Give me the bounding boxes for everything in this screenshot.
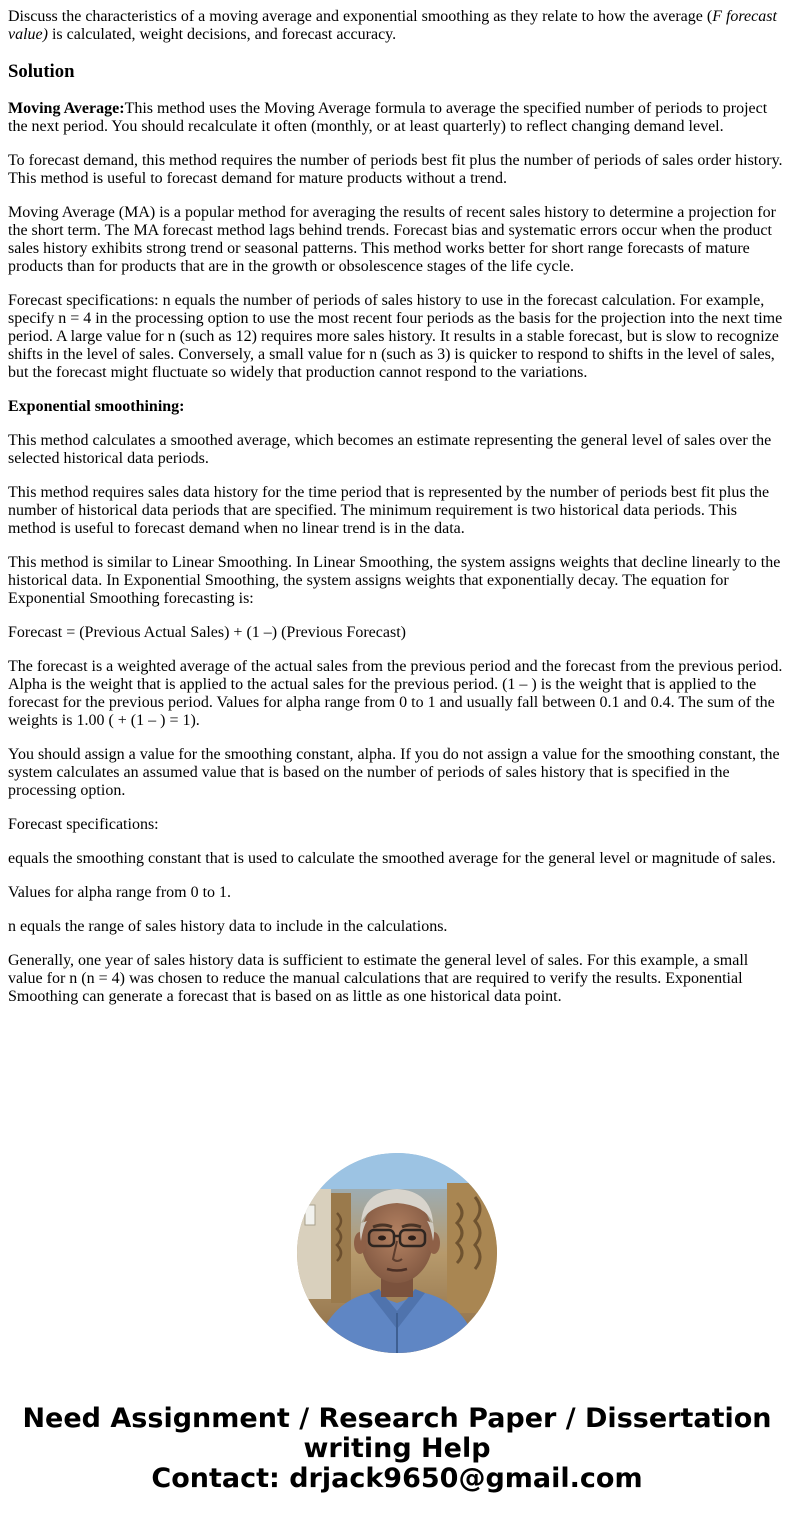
exponential-paragraph-4: The forecast is a weighted average of the actual sales from the previous period and the forecast from the previous period. Alpha is the weight that is applied to the actual sales for the previous period. (1 – ) is the weight that is applied to the forecast for the previous period. Values for alpha range from 0 to 1 and usually fall between 0.1 and 0.4. The sum of the weights is 1.00 ( + (1 – ) = 1). <box>8 658 783 729</box>
moving-average-intro-text: This method uses the Moving Average formula to average the specified number of periods to project the next period. You should recalculate it often (monthly, or at least quarterly) to reflect changing demand level. <box>8 100 768 135</box>
question-text <box>8 8 786 44</box>
question-text-end: is calculated, weight decisions, and forecast accuracy. <box>47 26 397 43</box>
exponential-paragraph-6: Forecast specifications: <box>8 816 159 833</box>
exponential-paragraph-10: Generally, one year of sales history data is sufficient to estimate the general level of sales. For this example, a small value for n (n = 4) was chosen to reduce the manual calculations that are required to verify the results. Exponential Smoothing can generate a forecast that is based on as little as one historical data point. <box>8 952 749 1005</box>
moving-average-paragraph-2: To forecast demand, this method requires the number of periods best fit plus the number of periods of sales order history. This method is useful to forecast demand for mature products without a trend. <box>8 152 783 187</box>
moving-average-label: Moving Average: <box>8 100 125 117</box>
exponential-paragraph-9: n equals the range of sales history data to include in the calculations. <box>8 918 448 935</box>
promo-line-1: Need Assignment / Research Paper / Dissertation <box>22 1403 772 1434</box>
author-portrait-image <box>297 1153 497 1353</box>
document-body <box>8 8 786 1022</box>
exponential-paragraph-1: This method calculates a smoothed average, which becomes an estimate representing the general level of sales over the selected historical data periods. <box>8 432 772 467</box>
exponential-paragraph-3: This method is similar to Linear Smoothing. In Linear Smoothing, the system assigns weights that decline linearly to the historical data. In Exponential Smoothing, the system assigns weights that exponentially decay. The equation for Exponential Smoothing forecasting is: <box>8 554 781 607</box>
question-italic: F forecast value) <box>8 8 777 43</box>
exponential-equation: Forecast = (Previous Actual Sales) + (1 –) (Previous Forecast) <box>8 624 406 641</box>
promo-line-2: writing Help <box>303 1433 491 1464</box>
author-avatar <box>297 1153 497 1353</box>
exponential-paragraph-2: This method requires sales data history for the time period that is represented by the number of periods best fit plus the number of historical data periods that are specified. The minimum requirement is two historical data periods. This method is useful to forecast demand when no linear trend is in the data. <box>8 484 770 537</box>
exponential-paragraph-8: Values for alpha range from 0 to 1. <box>8 884 232 901</box>
promo-banner <box>0 1404 794 1494</box>
exponential-label: Exponential smoothining: <box>8 398 185 415</box>
solution-heading: Solution <box>8 61 75 82</box>
promo-contact: Contact: drjack9650@gmail.com <box>151 1463 643 1494</box>
exponential-paragraph-7: equals the smoothing constant that is used to calculate the smoothed average for the general level or magnitude of sales. <box>8 850 776 867</box>
exponential-heading-paragraph <box>8 398 786 416</box>
moving-average-paragraph-3: Moving Average (MA) is a popular method for averaging the results of recent sales history to determine a projection for the short term. The MA forecast method lags behind trends. Forecast bias and systematic errors occur when the product sales history exhibits strong trend or seasonal patterns. This method works better for short range forecasts of mature products than for products that are in the growth or obsolescence stages of the life cycle. <box>8 204 776 275</box>
moving-average-paragraph-4: Forecast specifications: n equals the number of periods of sales history to use in the forecast calculation. For example, specify n = 4 in the processing option to use the most recent four periods as the basis for the projection into the next time period. A large value for n (such as 12) requires more sales history. It results in a stable forecast, but is slow to recognize shifts in the level of sales. Conversely, a small value for n (such as 3) is quicker to respond to shifts in the level of sales, but the forecast might fluctuate so widely that production cannot respond to the variations. <box>8 292 783 381</box>
question-text-start: Discuss the characteristics of a moving average and exponential smoothing as they relate to how the average ( <box>8 8 713 25</box>
exponential-paragraph-5: You should assign a value for the smoothing constant, alpha. If you do not assign a value for the smoothing constant, the system calculates an assumed value that is based on the number of periods of sales history that is specified in the processing option. <box>8 746 780 799</box>
moving-average-intro <box>8 100 786 136</box>
